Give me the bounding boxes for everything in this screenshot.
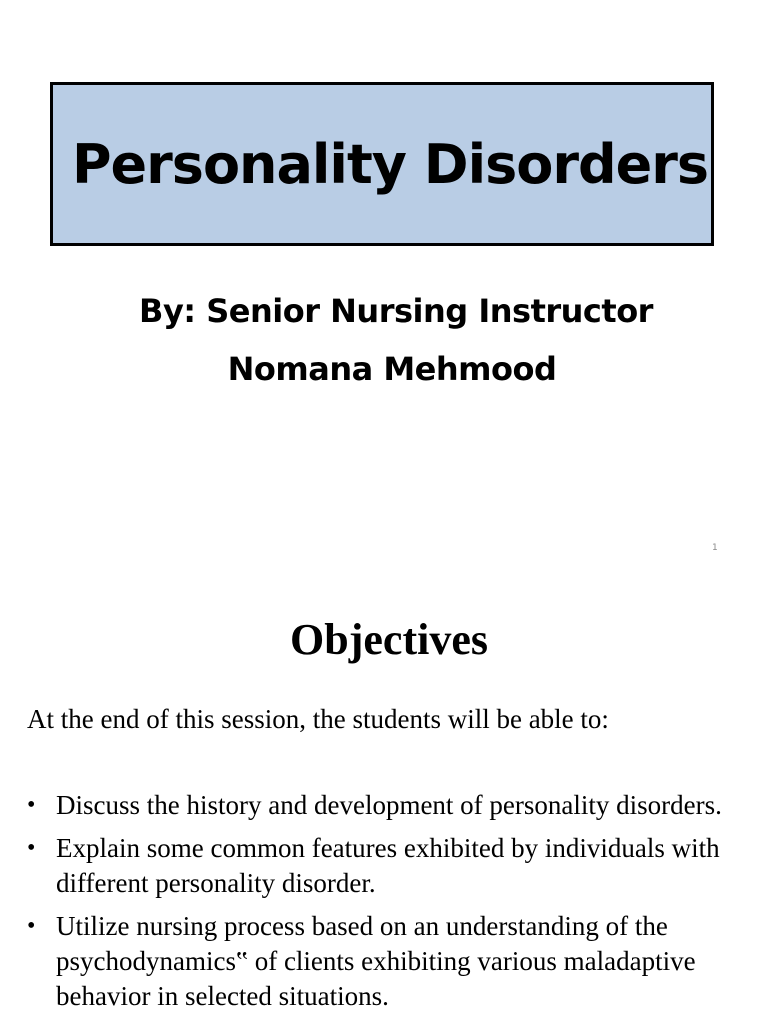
objective-text: Discuss the history and development of personality disorders.	[56, 790, 722, 820]
bullet-icon: •	[27, 913, 36, 939]
objectives-intro: At the end of this session, the students will be able to:	[27, 704, 609, 734]
author-name: Nomana Mehmood	[227, 350, 557, 388]
objective-item	[27, 909, 747, 1014]
bullet-icon: •	[27, 835, 36, 861]
objective-item	[27, 831, 747, 901]
objective-text: Explain some common features exhibited by individuals with different personality disorder.	[56, 833, 720, 898]
objectives-list	[27, 788, 747, 1022]
title-box	[50, 82, 714, 246]
objectives-slide	[0, 576, 768, 1024]
slide-number: 1	[712, 543, 718, 553]
bullet-icon: •	[27, 792, 36, 818]
objective-item	[27, 788, 747, 823]
author-role: By: Senior Nursing Instructor	[139, 292, 653, 330]
objectives-heading: Objectives	[290, 615, 488, 664]
objective-text: Utilize nursing process based on an understanding of the psychodynamics‟ of clients exhibiting various maladaptive behavior in selected situations.	[56, 911, 696, 1011]
presentation-title: Personality Disorders	[71, 132, 709, 196]
